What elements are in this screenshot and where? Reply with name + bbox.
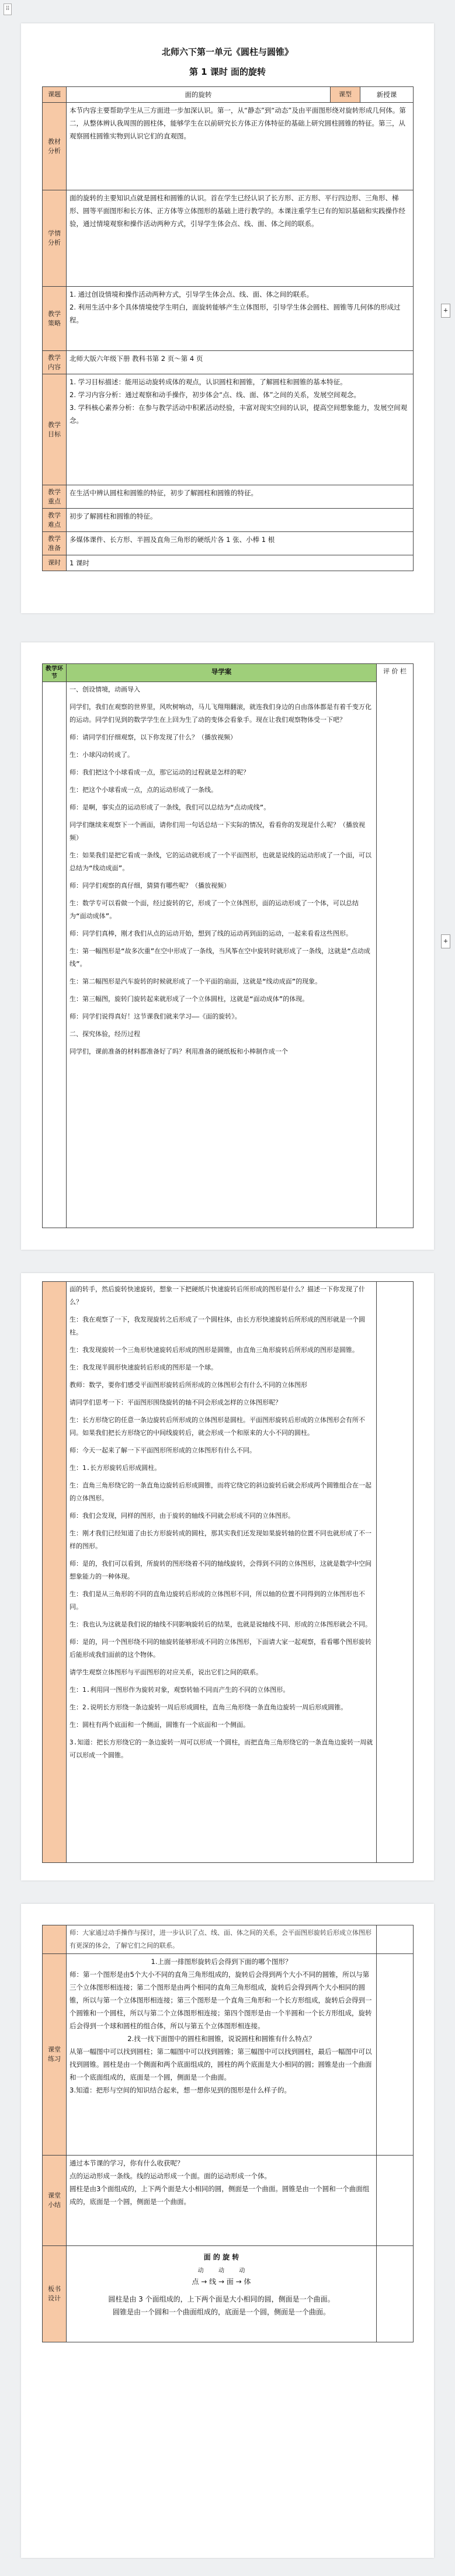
row-text: 1. 通过创设情境和操作活动两种方式，引导学生体会点、线、面、体之间的联系。 2. 利用生活中多个具体情境使学生明白，面旋转能够产生立体图形，引导学生体会圆柱、圆锥等几何体的形成过程。 [67,287,414,351]
row-text: 面的旋转的主要知识点就是圆柱和圆锥的认识。首在学生已经认识了长方形、正方形、平行四边形、三角形、梯形、圆等平面图形和长方体、正方体等立体图形的基础上进行教学的。本课注重学生已有的知识基础和实践操作经验，通过情境观察和操作活动两种方式，引导学生体会点、线、面、体之间的联系。 [67,190,414,287]
guide-paragraph: 生：我们是从三角形的不同的直角边旋转后形成的立体图形不同，所以轴的位置不同得到的立体图形也不同。 [70,1590,365,1611]
guide-paragraph: 生：数学专可以看做一个面，经过旋转的它，形成了一个立体图形，面的运动形成了一个体，可以总结为“面动成体”。 [70,899,359,920]
board-body [67,2246,377,2342]
board-label: 板书设计 [43,2246,67,2342]
row-text: 北师大版六年级下册 教科书第 2 页～第 4 页 [67,351,414,374]
board-line: 圆锥是由一个圆和一个曲面组成的，底面是一个圆，侧面是一个曲面。 [112,2308,330,2316]
summary-item: 通过本节课的学习，你有什么收获呢？ [70,2159,184,2167]
summary-label: 课堂小结 [43,2156,67,2246]
phase-cell [43,1282,67,1863]
header-type-value: 新授课 [360,87,414,103]
eval-cell [377,1954,414,2156]
practice-item: 1.上面一排图形旋转后会得到下面的哪个图形？ [151,1958,292,1966]
row-label: 课时 [43,555,67,571]
row-label: 教学准备 [43,532,67,555]
row-label: 教学内容 [43,351,67,374]
header-label: 课题 [43,87,67,103]
guide-paragraph: 请学生观察立体图形与平面图形的对应关系，说出它们之间的联系。 [70,1668,262,1676]
guide-paragraph: 生：第二幅图形是汽车旋转的时候就形成了一个平面的扇面，这就是“线动成面”的现象。 [70,978,322,985]
board-line: 圆柱是由 3 个面组成的，上下两个面是大小相同的圆，侧面是一个曲面。 [108,2295,335,2303]
page-1 [21,23,434,613]
row-text: 本节内容主要帮助学生从三方面进一步加深认识。第一，从“静态”到“动态”及由平面图形绕对旋转形成几何体。第二，从整体辨认我周围的圆柱体，能够学生在以前研究长方体正方体特征的基础上研究圆柱圆锥的特征。第三，从观察圆柱圆锥实物到认识它们的直观图。 [67,103,414,190]
add-section-icon[interactable]: + [441,304,450,318]
guide-paragraph: 师：是的，我们可以看到，所旋转的图形绕着不同的轴线旋转，会得到不同的立体图形，这就是数学中空间想象能力的一种体现。 [70,1560,371,1580]
row-text: 1. 学习目标描述：能用运动旋转成体的观点，认识圆柱和圆锥，了解圆柱和圆锥的基本特征。 2. 学习内容分析：通过观察和动手操作，初步体会“点、线、面、体”之间的关系，发展空间观念。 3. 学科核心素养分析：在参与教学活动中积累活动经验，丰富对现实空间的认识，提高空间想象能力，发展空间观念。 [67,374,414,485]
guide-paragraph: 生：我发现半圆形快速旋转后形成的图形是一个球。 [70,1364,217,1371]
guide-paragraph: 生：第一幅图形是“故多次重”在空中形成了一条线，当风筝在空中旋转时就形成了一条线，这就是“点动成线”。 [70,947,370,968]
row-label: 教学重点 [43,485,67,509]
eval-cell [377,1925,414,1954]
row-label: 教学目标 [43,374,67,485]
guide-paragraph: 生：圆柱有两个底面和一个侧面，圆锥有一个底面和一个侧面。 [70,1721,249,1729]
board-title: 面 的 旋 转 [203,2253,239,2261]
practice-item: 从第一幅图中可以找到圆柱；第二幅图中可以找到圆锥；第三幅图中可以找到圆柱，最后一幅图中可以找到圆锥。圆柱是由一个侧面和两个底面组成的，圆柱的两个底面是大小相同的圆；圆锥是由一个曲面和一个底面组成的，底面是一个圆，侧面是一个曲面。 [70,2047,372,2081]
guide-paragraph: 同学们，我们在观察的世界里，风吹树响动，马儿飞翔翔翻滚，就连我们身边的自由落体都是有着千变万化的运动。同学们见到的数学学生在上回为生了动的变体会看象手。现在让我们观察物体受一下吧？ [70,703,371,724]
row-text: 多媒体课件、长方形、半圆及直角三角形的硬纸片各 1 张、小棒 1 根 [67,532,414,555]
lesson-info-table [42,86,414,571]
drag-handle-icon[interactable]: ⠿ [4,4,12,15]
guide-paragraph: 生：刚才我们已经知道了由长方形旋转成的圆柱，那其实我们还发现如果旋转轴的位置不同也就形成了不一样的图形。 [70,1529,371,1550]
guide-paragraph: 生：直角三角形绕它的一条直角边旋转后形成圆锥，而将它绕它的斜边旋转后就会形成两个圆锥组合在一起的立体图形。 [70,1482,371,1502]
eval-cell [377,2156,414,2246]
guide-paragraph: 师：同学们说得真好！这节课我们就来学习——《面的旋转》。 [70,1013,241,1020]
guide-paragraph: 生：长方形绕它的任意一条边旋转后所形成的立体图形是圆柱。平面图形旋转后形成的立体图形会有所不同。如果我们把长方形绕它的中间线旋转后，就会形成一个和原来的大小不同的圆柱。 [70,1416,365,1437]
page-title: 北师六下第一单元《圆柱与圆锥》 [161,47,293,57]
guide-paragraph: 生：小球闪动转成了。 [70,751,134,759]
header-mid: 导学案 [67,664,377,682]
row-text: 1 课时 [67,555,414,571]
practice-body [67,1954,377,2156]
board-chain-labels: 动 动 动 [197,2268,245,2274]
guide-paragraph: 3.知道：把长方形绕它的一条边旋转一周可以形成一个圆柱，而把直角三角形绕它的一条直角边旋转一周就可以形成一个圆锥。 [70,1739,373,1759]
row-label: 教学难点 [43,509,67,532]
guide-paragraph: 生：1.长方形旋转后形成圆柱。 [70,1464,161,1472]
header-topic: 面的旋转 [67,87,331,103]
guide-paragraph: 教师：数学，要你们感受平面图形旋转后所形成的立体图形会有什么不同的立体图形 [70,1381,307,1389]
practice-item: 3.知道：把形与空间的知识结合起来，想一想你见到的图形是什么样子的。 [70,2086,291,2094]
board-chain: 点 → 线 → 面 → 体 [192,2278,251,2286]
guide-paragraph: 师：我们会发现，同样的图形，由于旋转的轴线不同就会形成不同的立体图形。 [70,1512,294,1520]
page-4 [21,1904,434,2558]
summary-item: 圆柱是由3个面组成的，上下两个面是大小相同的圆，侧面是一个曲面。圆锥是由一个圆和一个曲面组成的，底面是一个圆，侧面是一个曲面。 [70,2185,370,2206]
guide-paragraph: 一、创设情境，动画导入 [70,686,140,693]
page-3 [21,1273,434,1880]
practice-item: 2.找一找下面图中的圆柱和圆锥，说说圆柱和圆锥有什么特点？ [127,2035,315,2043]
page-subtitle: 第 1 课时 面的旋转 [189,67,266,77]
guide-table [42,663,414,1228]
intro-text: 师：大家通过动手操作与探讨，进一步认识了点、线、面、体之间的关系，会平面图形旋转后形成立体图形有更深的体会，了解它们之间的联系。 [67,1925,377,1954]
guide-paragraph: 师：我们把这个小球看成一点，那它运动的过程就是怎样的呢？ [70,769,249,776]
guide-paragraph: 生：1.利用同一图形作为旋转对象，观察转轴不同而产生的不同的立体图形。 [70,1686,290,1694]
guide-paragraph: 面的转手，然后旋转快速旋转，想象一下把硬纸片快速旋转后所形成的图形是什么？描述一下你发现了什么？ [70,1285,365,1306]
phase-cell [43,682,67,1228]
guide-paragraph: 生：第三幅图，旋转门旋转起来就形成了一个立体圆柱，这就是“面动成体”的体现。 [70,995,309,1003]
guide-paragraph: 师：请同学们仔细观察，以下你发现了什么？（播放视频） [70,733,237,741]
guide-paragraph: 师：是的，同一个图形绕不同的轴旋转能够形成不同的立体图形，下面请大家一起观察，看看哪个图形旋转后能形成我们面前的这个物体。 [70,1638,371,1659]
phase-cell [43,1925,67,1954]
guide-paragraph: 同学们，课前准备的材料都准备好了吗？利用准备的硬纸板和小棒制作成一个 [70,1048,288,1055]
header-type-label: 课型 [331,87,360,103]
practice-item: 师：第一个图形是由5个大小不同的直角三角形组成的，旋转后会得到两个大小不同的圆锥，所以与第三个立体图形相连接；第二个图形是由两个相同的直角三角形组成，旋转后会得到两个大小相同的圆锥，所以与第一个立体图形相连接；第三个图形是一个直角三角形和一个长方形组成，旋转后会得到一个圆锥和一个圆柱，所以与第二个立体图形相连接；第四个图形是由一个半圆和一个长方形组成，旋转后会得到一个球和圆柱的组合体，所以与第五个立体图形相连接。 [70,1970,372,2030]
guide-paragraph: 师：同学们观察的真仔细，猜猜有哪些呢？（播放视频） [70,882,230,889]
guide-paragraph: 生：我在观察了一下，我发现旋转之后形成了一个圆柱体，由长方形快速旋转后所形成的图形就是一个圆柱。 [70,1316,365,1336]
guide-paragraph: 生：2.说明长方形绕一条边旋转一周后形成圆柱，直角三角形绕一条直角边旋转一周后形成圆锥。 [70,1704,348,1711]
eval-cell [377,1282,414,1863]
guide-paragraph: 同学们继续来观察下一个画面，请你们用一句话总结一下实际的情况，看看你的发现是什么呢？（播放视频） [70,821,365,842]
guide-paragraph: 师：今天一起来了解一下平面图形所形成的立体图形有什么不同。 [70,1447,256,1454]
guide-paragraph: 生：如果我们是把它看成一条线，它的运动就形成了一个平面图形，也就是说线的运动形成了一个面，可以总结为“线动成面”。 [70,851,371,872]
row-text: 初步了解圆柱和圆锥的特征。 [67,509,414,532]
practice-table [42,1925,414,2342]
eval-cell [377,2246,414,2342]
page-2 [21,642,434,1250]
summary-item: 点的运动形成一条线。线的运动形成一个面。面的运动形成一个体。 [70,2172,271,2180]
header-left: 教学环节 [43,664,67,682]
guide-paragraph: 生：我发现旋转一个三角形快速旋转后形成的图形是圆锥，由直角三角形旋转后所形成的图形是圆锥。 [70,1346,359,1354]
row-label: 教学策略 [43,287,67,351]
guide-table-cont [42,1281,414,1863]
guide-body [67,1282,377,1863]
guide-paragraph: 请同学们思考一下：平面图形围绕旋转的轴不同会形成怎样的立体图形呢？ [70,1399,282,1406]
guide-paragraph: 生：我也认为这就是我们说的轴线不同影响旋转后的结果，也就是说轴线不同、形成的立体图形就会不同。 [70,1621,371,1628]
guide-paragraph: 二、探究体验，经历过程 [70,1030,140,1038]
row-label: 教材分析 [43,103,67,190]
summary-body [67,2156,377,2246]
guide-body [67,682,377,1228]
row-text: 在生活中辨认圆柱和圆锥的特征，初步了解圆柱和圆锥的特征。 [67,485,414,509]
header-right: 评 价 栏 [377,664,414,1228]
guide-paragraph: 生：把这个小球看成一点，点的运动形成了一条线。 [70,786,217,794]
row-label: 学情分析 [43,190,67,287]
add-section-icon[interactable]: + [441,934,450,948]
guide-paragraph: 师：是啊，事实点的运动形成了一条线，我们可以总结为“点动成线”。 [70,804,270,811]
guide-paragraph: 师：同学们真棒，刚才我们从点的运动开始，想到了线的运动再到面的运动，一起来看看这些图形。 [70,930,352,937]
practice-label: 课堂练习 [43,1954,67,2156]
